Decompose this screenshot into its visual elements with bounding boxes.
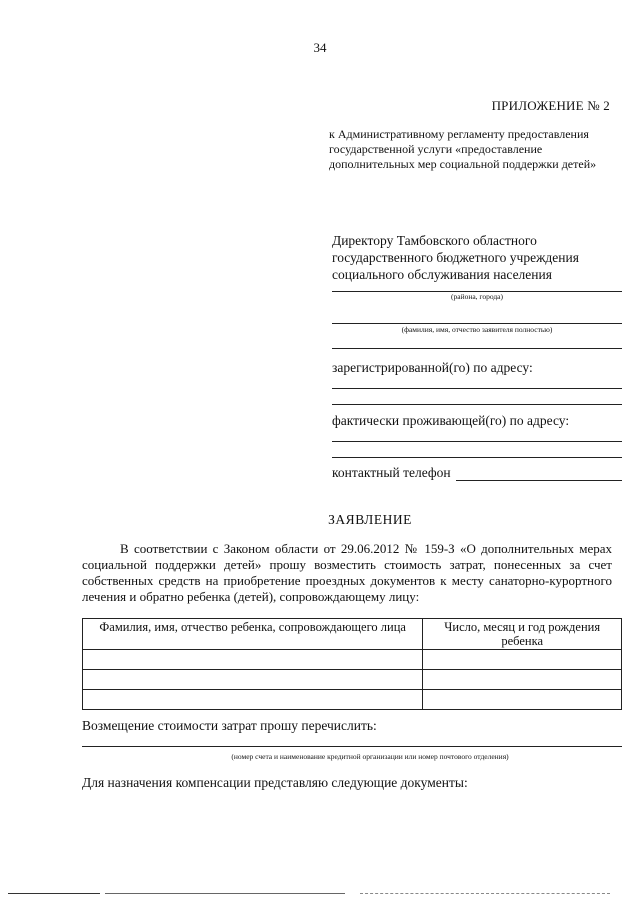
footer-line-middle	[105, 893, 345, 894]
applicant-caption: (фамилия, имя, отчество заявителя полностью)	[401, 325, 553, 334]
table-header-birthdate: Число, месяц и год рождения ребенка	[423, 619, 622, 650]
table-header-name: Фамилия, имя, отчество ребенка, сопровождающего лица	[83, 619, 423, 650]
footer-line-right	[360, 893, 610, 894]
table-cell	[83, 670, 423, 690]
appendix-title: ПРИЛОЖЕНИЕ № 2	[491, 98, 610, 113]
table-cell	[423, 650, 622, 670]
actual-address-label: фактически проживающей(го) по адресу:	[332, 413, 570, 428]
addressee-text: Директору Тамбовского областного государственного бюджетного учреждения социального обслуживания населения	[332, 233, 579, 282]
statement-body-text: В соответствии с Законом области от 29.06.2012 № 159-З «О дополнительных мерах социальной поддержки детей» прошу возместить стоимость затрат, понесенных за счет собственных средств на приобретение проездных документов к месту санаторно-курортного лечения и обратно ребенка (детей), сопровождающему лицу:	[82, 541, 612, 604]
table-cell	[83, 690, 423, 710]
table-cell	[423, 670, 622, 690]
applicant-line-2	[332, 348, 622, 349]
table-cell	[83, 650, 423, 670]
actual-address-line-1	[332, 441, 622, 442]
table-row	[83, 650, 622, 670]
actual-address-line-2	[332, 457, 622, 458]
reimbursement-label: Возмещение стоимости затрат прошу перечислить:	[82, 718, 377, 733]
registered-address-line-2	[332, 404, 622, 405]
documents-label: Для назначения компенсации представляю следующие документы:	[82, 775, 468, 790]
phone-label: контактный телефон	[332, 465, 451, 480]
appendix-text: к Административному регламенту предоставления государственной услуги «предоставление дополнительных мер социальной поддержки детей»	[329, 127, 597, 171]
phone-line	[456, 480, 622, 481]
footer-line-left	[8, 893, 100, 894]
children-table	[82, 618, 622, 710]
page-number: 34	[313, 40, 327, 55]
table-row	[83, 670, 622, 690]
applicant-line-1	[332, 323, 622, 324]
table-row	[83, 690, 622, 710]
reimbursement-caption: (номер счета и наименование кредитной организации или номер почтового отделения)	[231, 752, 509, 761]
reimbursement-line	[82, 746, 622, 747]
table-header-row	[83, 619, 622, 650]
table-cell	[423, 690, 622, 710]
district-caption: (района, города)	[451, 292, 503, 301]
statement-title: ЗАЯВЛЕНИЕ	[328, 512, 412, 527]
registered-address-line-1	[332, 388, 622, 389]
statement-body	[82, 541, 612, 605]
registered-address-label: зарегистрированной(го) по адресу:	[332, 360, 533, 375]
